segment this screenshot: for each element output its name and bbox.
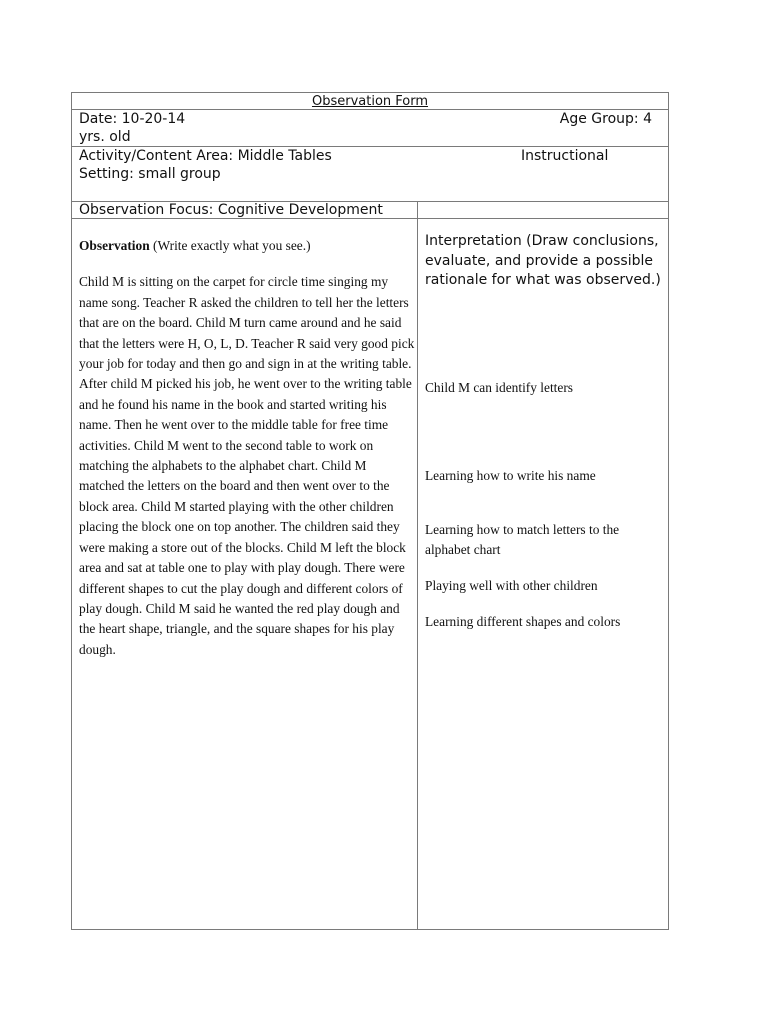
instructional-field: Instructional xyxy=(521,148,609,164)
interpretation-note: Learning how to match letters to the alphabet chart xyxy=(425,522,620,558)
observation-column xyxy=(79,236,415,660)
observation-focus-field: Observation Focus: Cognitive Development xyxy=(79,202,383,218)
interpretation-note: Learning different shapes and colors xyxy=(425,614,621,629)
form-title: Observation Form xyxy=(311,94,429,109)
column-divider-stub xyxy=(417,202,418,218)
interpretation-heading-note: (Draw conclusions, evaluate, and provide a possible rationale for what was observed.) xyxy=(425,233,661,288)
form-title-row xyxy=(72,93,668,110)
observation-heading xyxy=(79,236,415,256)
setting-field: Setting: small group xyxy=(79,166,221,182)
interpretation-note: Playing well with other children xyxy=(425,578,598,593)
interpretation-note: Learning how to write his name xyxy=(425,468,596,483)
interpretation-heading-label: Interpretation xyxy=(425,233,522,249)
date-field: Date: 10-20-14 xyxy=(79,111,186,127)
interpretation-heading xyxy=(425,232,665,291)
age-group-field: Age Group: 4 xyxy=(559,111,652,127)
column-divider xyxy=(417,219,418,929)
observation-form xyxy=(71,92,669,930)
interpretation-note: Child M can identify letters xyxy=(425,380,574,395)
activity-field: Activity/Content Area: Middle Tables xyxy=(79,148,332,164)
observation-heading-label: Observation xyxy=(79,238,150,253)
observation-heading-note: (Write exactly what you see.) xyxy=(153,238,311,253)
observation-text: Child M is sitting on the carpet for circle time singing my name song. Teacher R asked the children to tell her the letters that are on the board. Child M turn came around and he said that the letters were H, O, L, D. Teacher R said very good pick your job for today and then go and sign in at the writing table. After child M picked his job, he went over to the writing table and he found his name in the book and started writing his name. Then he went over to the middle table for free time activities. Child M went to the second table to work on matching the alphabets to the alphabet chart. Child M matched the letters on the board and then went over to the block area. Child M started playing with the other children placing the block one on top another. The children said they were making a store out of the blocks. Child M left the block area and sat at table one to play with play dough. There were different shapes to cut the play dough and different colors of play dough. Child M said he wanted the red play dough and the heart shape, triangle, and the square shapes for his play dough. xyxy=(79,274,415,657)
date-age-row xyxy=(72,110,668,147)
age-unit-text: yrs. old xyxy=(79,129,131,145)
focus-row xyxy=(72,202,668,219)
interpretation-column xyxy=(425,232,665,629)
activity-setting-row xyxy=(72,147,668,202)
